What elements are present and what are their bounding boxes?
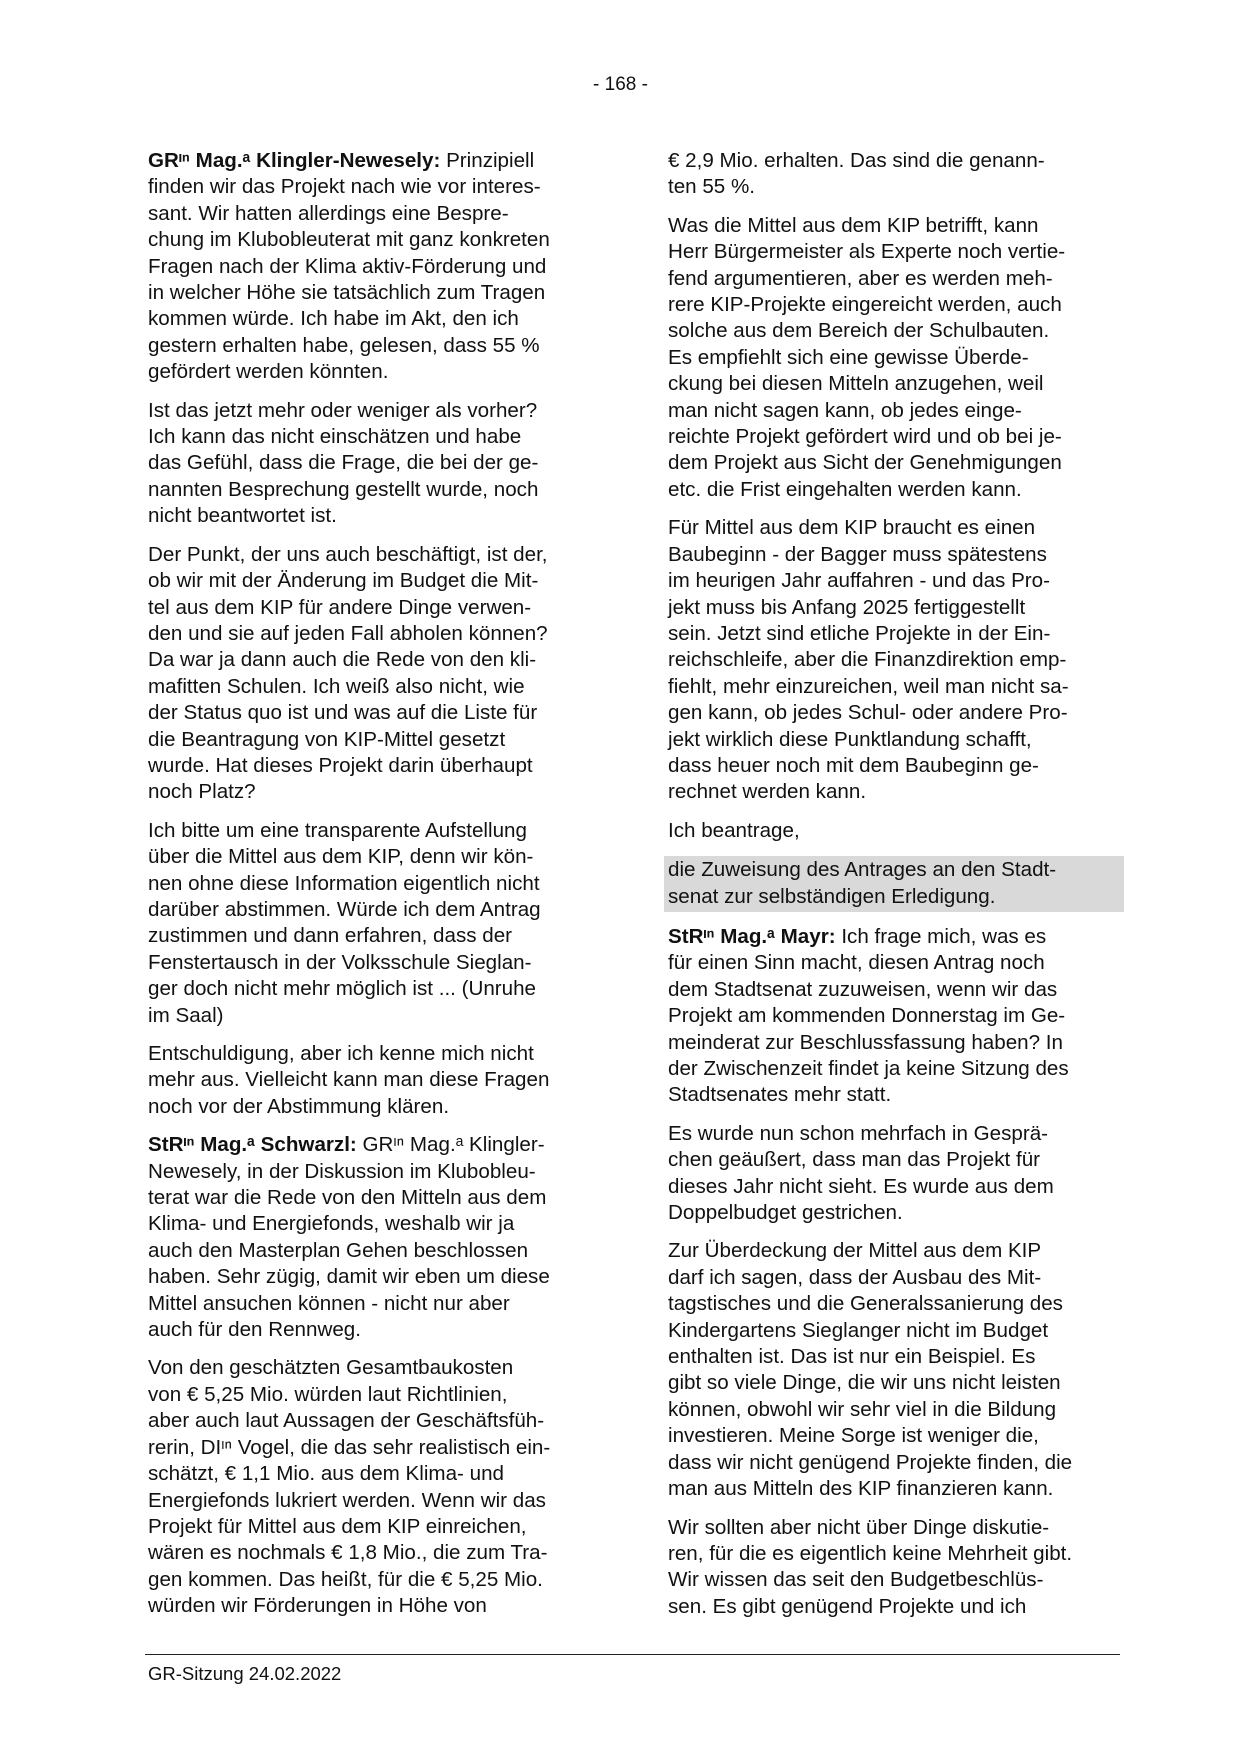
paragraph: Von den geschätzten Gesamtbaukosten von € 5,25 Mio. würden laut Richtlinien, aber auch laut Aussagen der Geschäftsfüh- rerin, DIᶦⁿ Vogel, die das sehr realistisch ein- schätzt, € 1,1 Mio. aus dem Klima- und Energiefonds lukriert werden. Wenn wir das Projekt für Mittel aus dem KIP einreichen, wären es nochmals € 1,8 Mio., die zum Tra- gen kommen. Das heißt, für die € 5,25 Mio. würden wir Förderungen in Höhe von: [148, 1356, 551, 1618]
paragraph: € 2,9 Mio. erhalten. Das sind die genann- ten 55 %.: [668, 149, 1045, 199]
right-column: [668, 148, 1120, 1632]
paragraph: [148, 1132, 598, 1343]
paragraph-text: Ich frage mich, was es für einen Sinn macht, diesen Antrag noch dem Stadtsenat zuzuweisen, wenn wir das Projekt am kommenden Donnerstag im Ge- meinderat zur Beschlussfassung haben? In der Zwischenzeit findet ja keine Sitzung des Stadtsenates mehr statt.: [668, 924, 1069, 1107]
footer-session-date: GR-Sitzung 24.02.2022: [148, 1663, 342, 1684]
left-column: [148, 148, 598, 1632]
speaker-name: StRᶦⁿ Mag.ᵃ Mayr:: [668, 924, 836, 948]
paragraph: Entschuldigung, aber ich kenne mich nicht mehr aus. Vielleicht kann man diese Fragen noch vor der Abstimmung klären.: [148, 1042, 550, 1118]
paragraph: Ich bitte um eine transparente Aufstellung über die Mittel aus dem KIP, denn wir kön- nen ohne diese Information eigentlich nicht darüber abstimmen. Würde ich dem Antrag zustimmen und dann erfahren, dass der Fenstertausch in der Volksschule Sieglan- ger doch nicht mehr möglich ist ... (Unruhe im Saal): [148, 818, 541, 1027]
paragraph: Was die Mittel aus dem KIP betrifft, kann Herr Bürgermeister als Experte noch vertie- fend argumentieren, aber es werden meh- rere KIP-Projekte eingereicht werden, auch solche aus dem Bereich der Schulbauten. Es empfiehlt sich eine gewisse Überde- ckung bei diesen Mitteln anzugehen, weil man nicht sagen kann, ob jedes einge- reichte Projekt gefördert wird und ob bei je- dem Projekt aus Sicht der Genehmigungen etc. die Frist eingehalten werden kann.: [668, 213, 1066, 501]
paragraph-text: Prinzipiell finden wir das Projekt nach wie vor interes- sant. Wir hatten allerdings eine Bespre- chung im Klubobleuterat mit ganz konkreten Fragen nach der Klima aktiv-Förderung und in welcher Höhe sie tatsächlich zum Tragen kommen würde. Ich habe im Akt, den ich gestern erhalten habe, gelesen, dass 55 % gefördert werden könnten.: [148, 149, 550, 384]
speaker-name: GRᶦⁿ Mag.ᵃ Klingler-Newesely:: [148, 149, 441, 172]
motion-highlight: die Zuweisung des Antrages an den Stadt- senat zur selbständigen Erledigung.: [664, 856, 1124, 912]
paragraph: [148, 148, 598, 386]
footer-divider: [145, 1654, 1120, 1655]
paragraph: [668, 924, 1120, 1109]
speaker-name: StRᶦⁿ Mag.ᵃ Schwarzl:: [148, 1133, 357, 1157]
paragraph: Ich beantrage,: [668, 818, 800, 842]
paragraph: Der Punkt, der uns auch beschäftigt, ist der, ob wir mit der Änderung im Budget die Mit- tel aus dem KIP für andere Dinge verwen- den und sie auf jeden Fall abholen können? Da war ja dann auch die Rede von den kli- mafitten Schulen. Ich weiß also nicht, wie der Status quo ist und was auf die Liste für die Beantragung von KIP-Mittel gesetzt wurde. Hat dieses Projekt darin überhaupt noch Platz?: [148, 542, 548, 804]
paragraph: Ist das jetzt mehr oder weniger als vorher? Ich kann das nicht einschätzen und habe das Gefühl, dass die Frage, die bei der ge- nannten Besprechung gestellt wurde, noch nicht beantwortet ist.: [148, 398, 539, 528]
paragraph: Wir sollten aber nicht über Dinge diskutie- ren, für die es eigentlich keine Mehrheit gibt. Wir wissen das seit den Budgetbeschlüs- sen. Es gibt genügend Projekte und ich: [668, 1515, 1073, 1618]
paragraph: Zur Überdeckung der Mittel aus dem KIP darf ich sagen, dass der Ausbau des Mit- tagstisches und die Generalssanierung des Kindergartens Sieglanger nicht im Budget enthalten ist. Das ist nur ein Beispiel. Es gibt so viele Dinge, die wir uns nicht leisten können, obwohl wir sehr viel in die Bildung investieren. Meine Sorge ist weniger die, dass wir nicht genügend Projekte finden, die man aus Mitteln des KIP finanzieren kann.: [668, 1239, 1073, 1501]
paragraph: Für Mittel aus dem KIP braucht es einen Baubeginn - der Bagger muss spätestens im heurigen Jahr auffahren - und das Pro- jekt muss bis Anfang 2025 fertiggestellt sein. Jetzt sind etliche Projekte in der Ein- reichschleife, aber die Finanzdirektion emp- fiehlt, mehr einzureichen, weil man nicht sa- gen kann, ob jedes Schul- oder andere Pro- jekt wirklich diese Punktlandung schafft, dass heuer noch mit dem Baubeginn ge- rechnet werden kann.: [668, 516, 1069, 804]
paragraph: Es wurde nun schon mehrfach in Gesprä- chen geäußert, dass man das Projekt für dieses Jahr nicht sieht. Es wurde aus dem Doppelbudget gestrichen.: [668, 1121, 1054, 1225]
page-number: - 168 -: [593, 74, 648, 95]
paragraph-text: GRᶦⁿ Mag.ᵃ Klingler- Newesely, in der Diskussion im Klubobleu- terat war die Rede von den Mitteln aus dem Klima- und Energiefonds, weshalb wir ja auch den Masterplan Gehen beschlossen haben. Sehr zügig, damit wir eben um diese Mittel ansuchen können - nicht nur aber auch für den Rennweg.: [148, 1133, 550, 1342]
